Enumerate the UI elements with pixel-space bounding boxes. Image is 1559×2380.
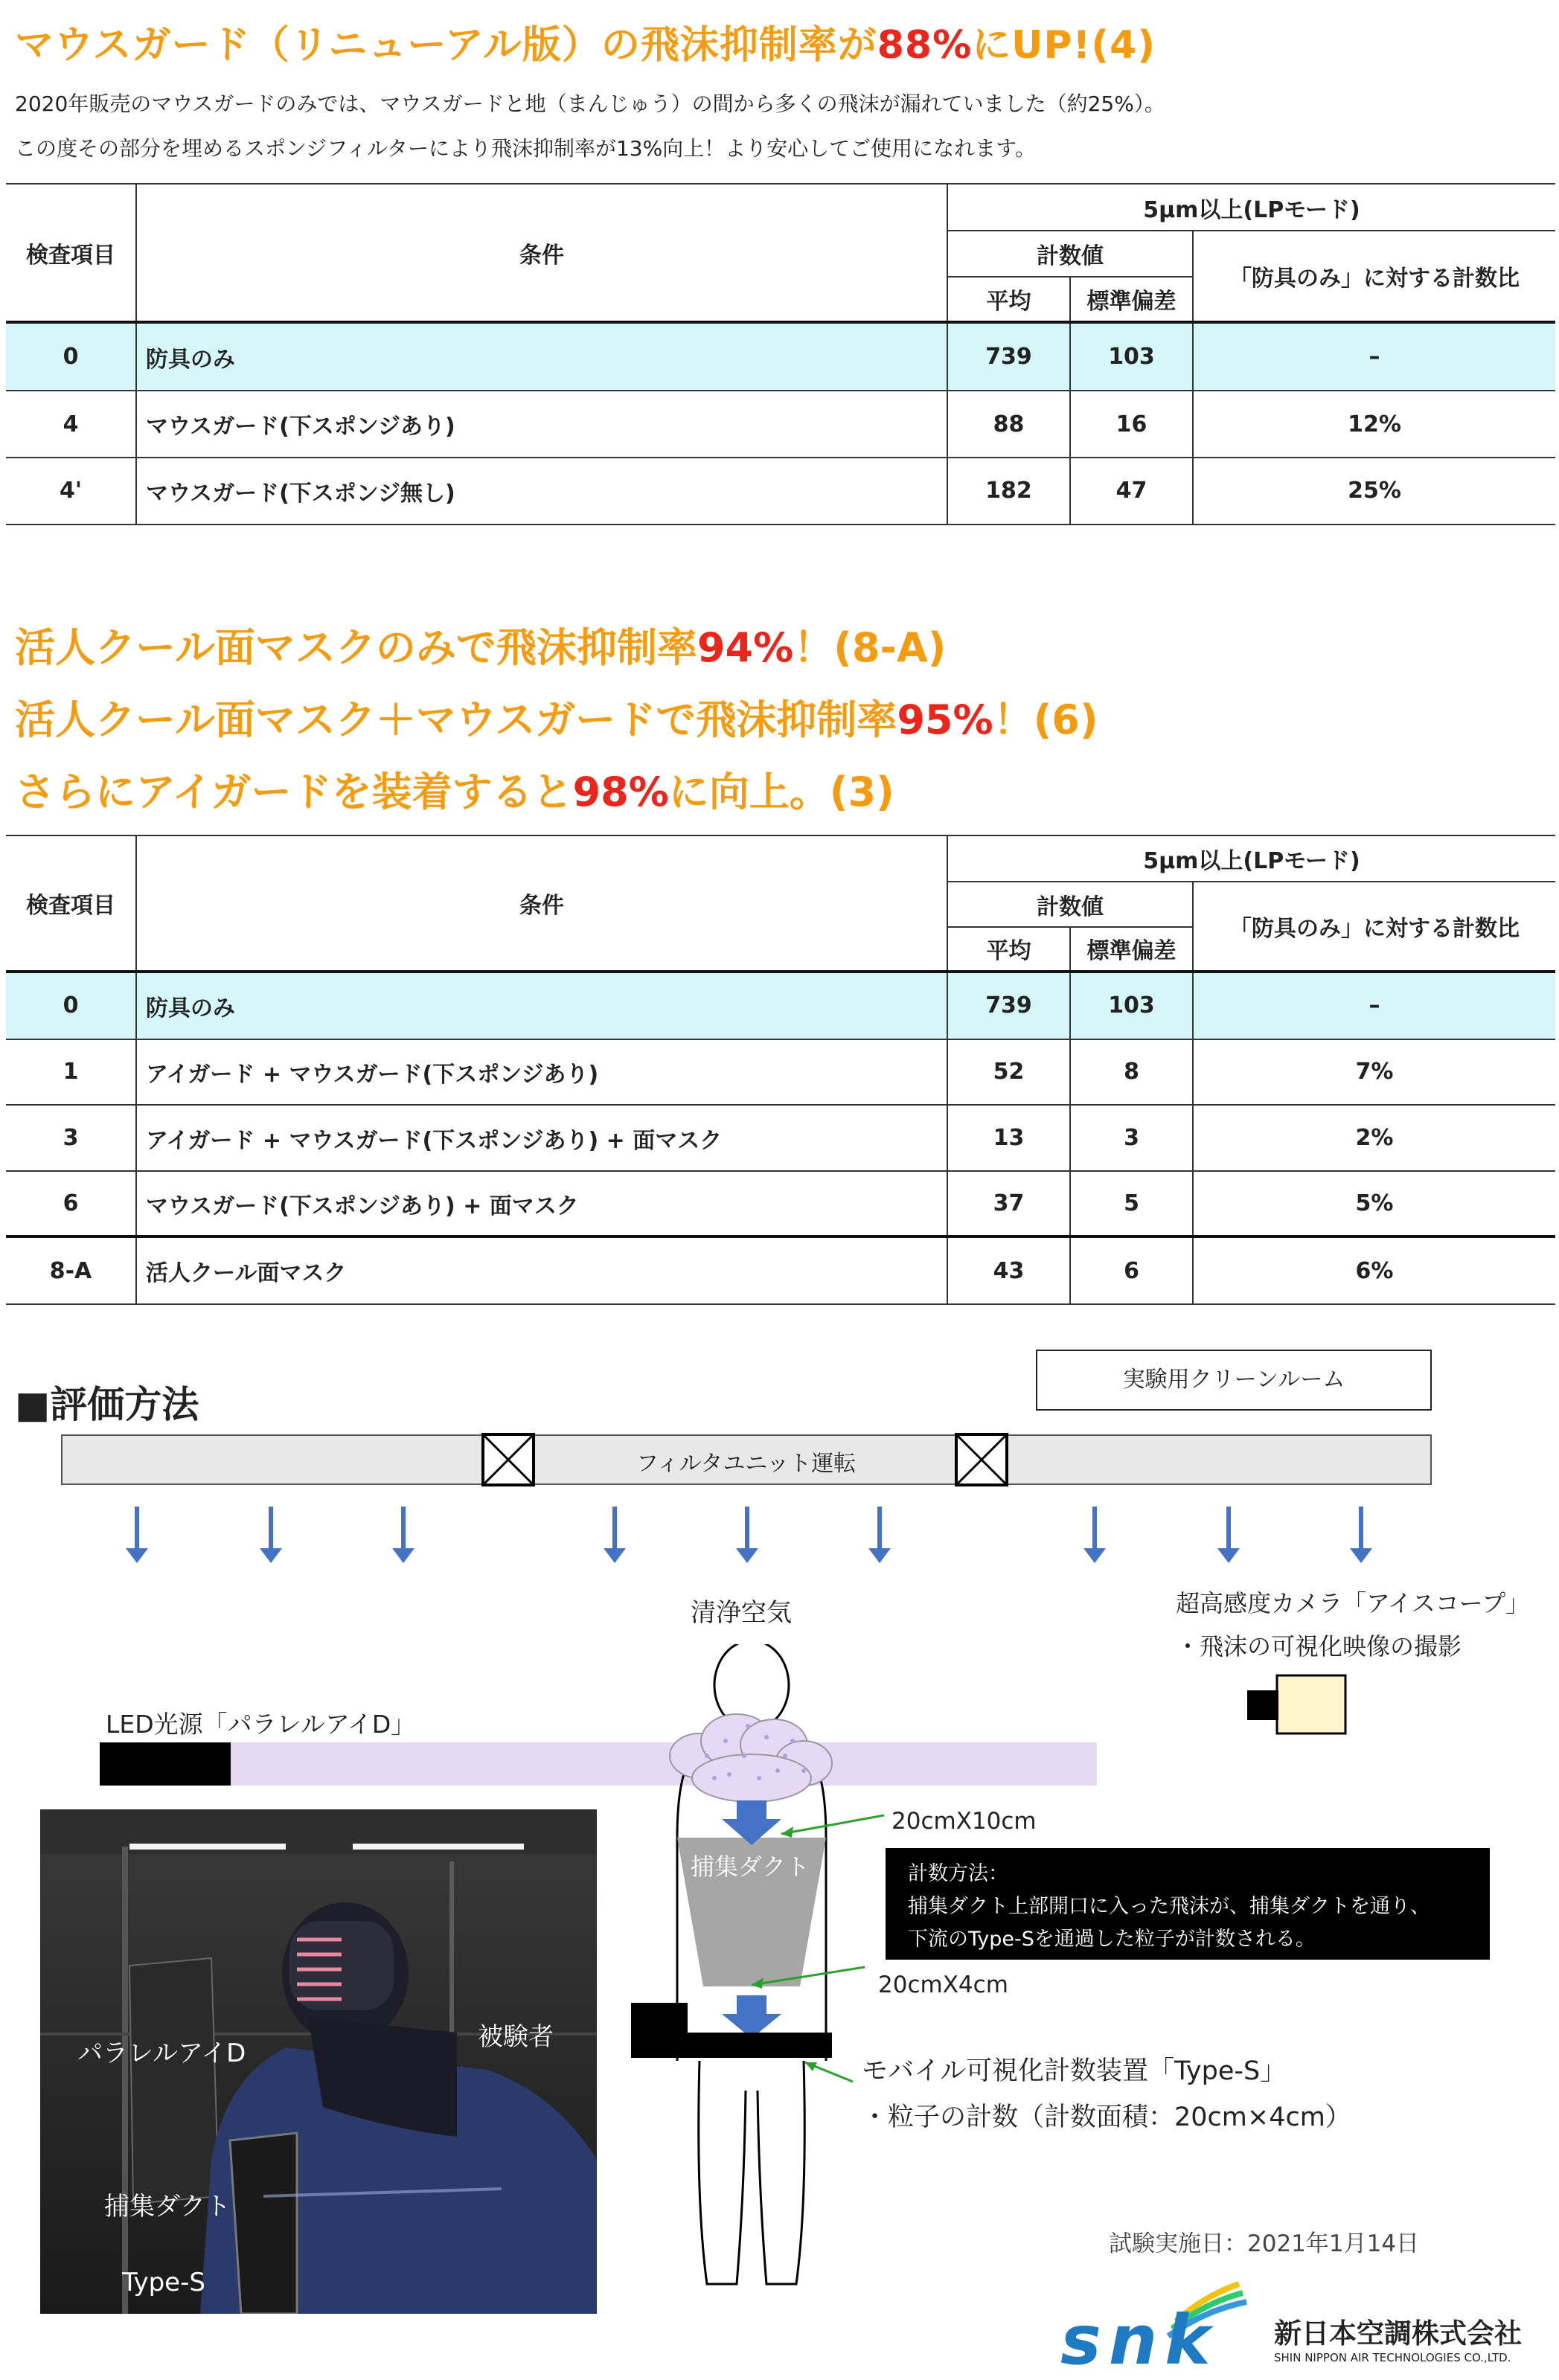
duct-size-top: 20cmX10cm bbox=[891, 1808, 1037, 1835]
header-sd: 標準偏差 bbox=[1070, 927, 1193, 972]
table-row: 0 防具のみ 739 103 – bbox=[6, 322, 1555, 391]
device-desc: ・粒子の計数（計数面積：20cm×4cm） bbox=[862, 2102, 1351, 2132]
header-group: 5μm以上(LPモード) bbox=[947, 184, 1555, 231]
company-name-en: SHIN NIPPON AIR TECHNOLOGIES CO.,LTD. bbox=[1274, 2351, 1511, 2364]
table-row: 6 マウスガード(下スポンジあり) + 面マスク 37 5 5% bbox=[6, 1171, 1555, 1237]
company-name-jp: 新日本空調株式会社 bbox=[1274, 2318, 1522, 2349]
header-group: 5μm以上(LPモード) bbox=[947, 835, 1555, 882]
intro-line-2: この度その部分を埋めるスポンジフィルターにより飛沫抑制率が13%向上！より安心してご使用になれます。 bbox=[15, 136, 1036, 161]
count-method-line-1: 捕集ダクト上部開口に入った飛沫が、捕集ダクトを通り、 bbox=[908, 1895, 1430, 1918]
count-method-box bbox=[886, 1848, 1490, 1960]
count-method-line-2: 下流のType-Sを通過した粒子が計数される。 bbox=[908, 1928, 1316, 1951]
table-row: 0 防具のみ 739 103 – bbox=[6, 972, 1555, 1039]
camera-desc: ・飛沫の可視化映像の撮影 bbox=[1176, 1632, 1462, 1661]
method-title: ■評価方法 bbox=[15, 1383, 199, 1426]
header-count: 計数値 bbox=[947, 231, 1193, 276]
table-row: 8-A 活人クール面マスク 43 6 6% bbox=[6, 1236, 1555, 1304]
count-method-title: 計数方法： bbox=[908, 1862, 1008, 1885]
photo-label-parallel: パラレルアイD bbox=[77, 2039, 246, 2068]
header-ratio: 「防具のみ」に対する計数比 bbox=[1193, 882, 1555, 972]
section2-line-1: 活人クール面マスクのみで飛沫抑制率94%！(8-A) bbox=[15, 624, 947, 671]
header-avg: 平均 bbox=[947, 277, 1070, 322]
duct-size-bottom: 20cmX4cm bbox=[878, 1972, 1008, 1998]
table-row: 4' マウスガード(下スポンジ無し) 182 47 25% bbox=[6, 458, 1555, 525]
section2-line-3: さらにアイガードを装着すると98%に向上。(3) bbox=[15, 769, 894, 815]
header-ratio: 「防具のみ」に対する計数比 bbox=[1193, 231, 1555, 322]
filter-unit-label: フィルタユニット運転 bbox=[636, 1451, 857, 1477]
header-item: 検査項目 bbox=[6, 184, 136, 322]
table-row: 3 アイガード + マウスガード(下スポンジあり) + 面マスク 13 3 2% bbox=[6, 1105, 1555, 1171]
test-date: 試験実施日：2021年1月14日 bbox=[1109, 2230, 1420, 2257]
header-sd: 標準偏差 bbox=[1070, 277, 1193, 322]
duct-label: 捕集ダクト bbox=[691, 1853, 810, 1881]
header-condition: 条件 bbox=[136, 835, 947, 972]
header-item: 検査項目 bbox=[6, 835, 136, 972]
photo-label-duct: 捕集ダクト bbox=[104, 2192, 231, 2222]
section1-title: マウスガード（リニューアル版）の飛沫抑制率が88%にUP!(4) bbox=[15, 23, 1156, 68]
header-avg: 平均 bbox=[947, 927, 1070, 972]
snk-logo-mark: snk bbox=[1060, 2300, 1218, 2380]
table-row: 1 アイガード + マウスガード(下スポンジあり) 52 8 7% bbox=[6, 1039, 1555, 1106]
table-row: 4 マウスガード(下スポンジあり) 88 16 12% bbox=[6, 391, 1555, 458]
led-label: LED光源「パラレルアイD」 bbox=[106, 1710, 416, 1739]
camera-title: 超高感度カメラ「アイスコープ」 bbox=[1176, 1589, 1530, 1617]
header-condition: 条件 bbox=[136, 184, 947, 322]
clean-air-label: 清浄空気 bbox=[691, 1598, 792, 1628]
photo-label-type-s: Type-S bbox=[122, 2268, 205, 2297]
intro-line-1: 2020年販売のマウスガードのみでは、マウスガードと地（まんじゅう）の間から多くの飛沫が漏れていました（約25%）。 bbox=[15, 92, 1165, 116]
cleanroom-label: 実験用クリーンルーム bbox=[1036, 1350, 1432, 1411]
section2-line-2: 活人クール面マスク＋マウスガードで飛沫抑制率95%！(6) bbox=[15, 696, 1098, 743]
photo-label-subject: 被験者 bbox=[478, 2022, 554, 2052]
header-count: 計数値 bbox=[947, 882, 1193, 926]
device-title: モバイル可視化計数装置「Type-S」 bbox=[862, 2056, 1287, 2086]
experiment-photo bbox=[40, 1809, 597, 2314]
